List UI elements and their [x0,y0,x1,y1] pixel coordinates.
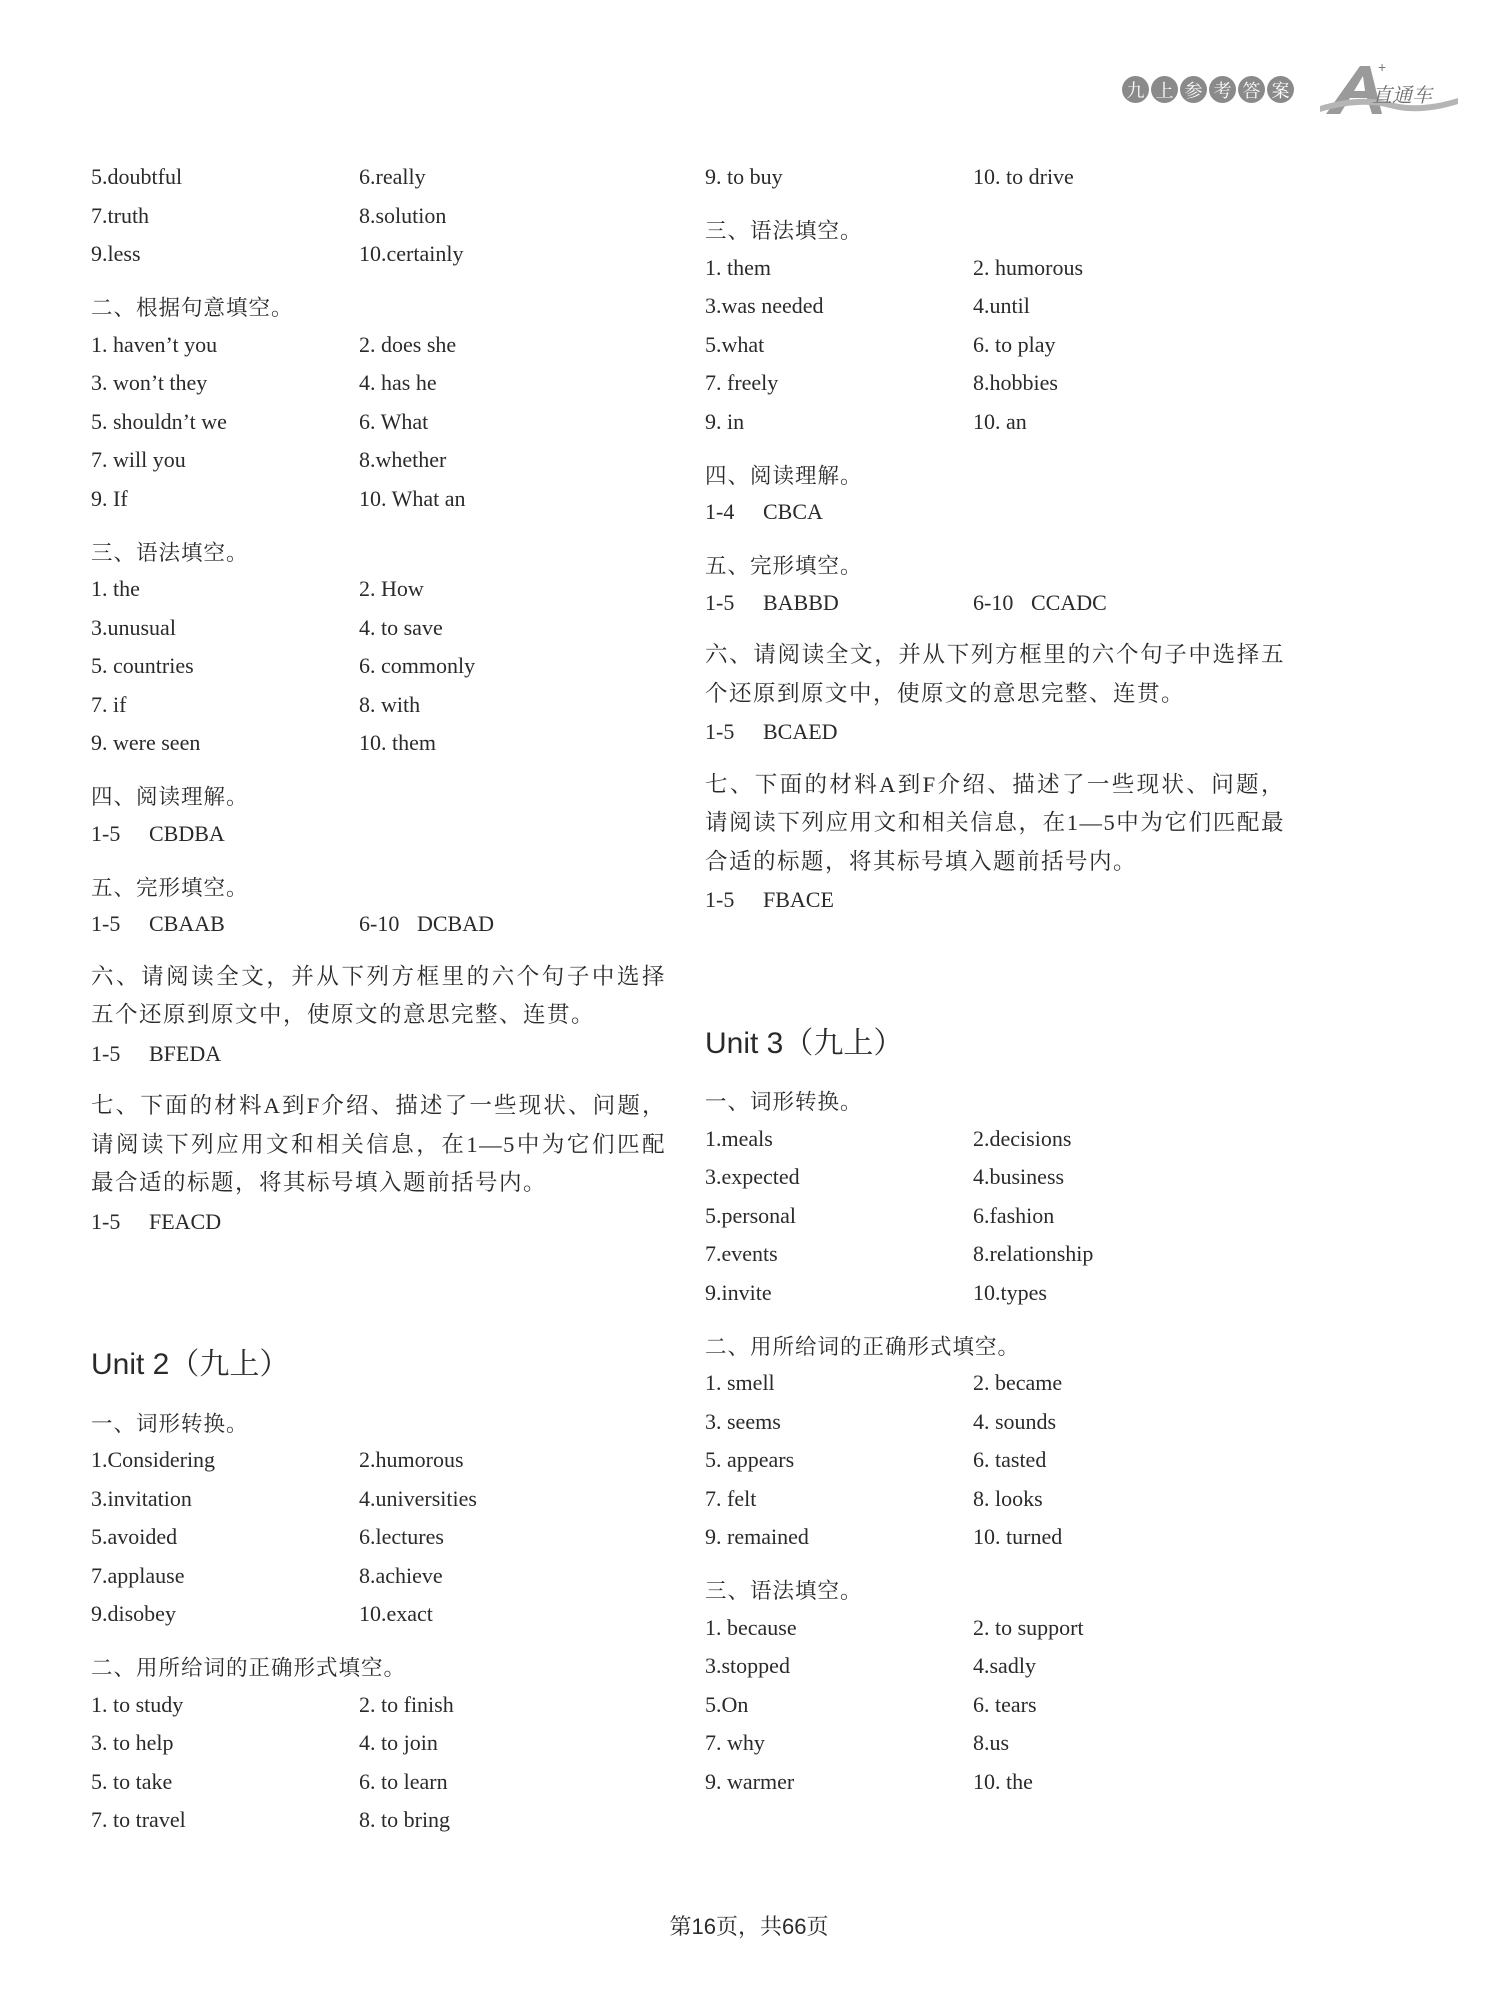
section-title: 二、根据句意填空。 [91,296,294,320]
answer-row [705,364,1285,403]
answer-item: 9. If [91,485,128,511]
answer-item: 1. the [91,576,140,602]
answer-item: 8. with [359,691,421,717]
answer-item: 10.types [973,1279,1047,1305]
answer-item: 7. to travel [91,1807,186,1833]
header-title [1122,76,1296,103]
answer-item: 1. haven’t you [91,331,218,357]
answer-item: 6. tears [973,1691,1037,1717]
answer-item: 5.On [705,1691,749,1717]
answer-item: 1. smell [705,1370,775,1396]
answer-item: 6.really [359,164,426,190]
section-title: 一、词形转换。 [91,1411,249,1436]
section-title: 七、下面的材料A到F介绍、描述了一些现状、问题，请阅读下列应用文和相关信息，在1—5中为它们匹配最合适的标题，将其标号填入题前括号内。 [705,771,1285,874]
answer-key-row [91,1035,666,1074]
answer-row [91,1518,666,1557]
right-column [705,158,1285,1801]
answer-item: 3.invitation [91,1485,192,1511]
answer-item: 5. to take [91,1768,173,1794]
answer-group: 1-5 BABBD [705,589,839,615]
answer-row [91,724,666,763]
answer-item: 4.business [973,1164,1065,1190]
section-title: 七、下面的材料A到F介绍、描述了一些现状、问题，请阅读下列应用文和相关信息，在1—5中为它们匹配最合适的标题，将其标号填入题前括号内。 [91,1093,666,1195]
answer-item: 10. them [359,730,436,756]
answer-group: 1-5 BFEDA [91,1040,222,1066]
header-char: 九 [1122,76,1149,103]
answer-group: 1-4 CBCA [705,499,823,525]
answer-item: 3.stopped [705,1653,790,1679]
answer-row [705,1724,1285,1763]
answer-key-row [705,881,1285,920]
answer-row [705,287,1285,326]
answer-item: 8.us [973,1730,1010,1756]
answer-item: 9. to buy [705,164,783,190]
answer-item: 8. looks [973,1485,1043,1511]
section-title: 三、语法填空。 [91,540,249,565]
answer-item: 1. them [705,254,771,280]
header-char: 参 [1180,76,1207,103]
answer-item: 5.personal [705,1202,797,1228]
page-number: 第16页，共66页 [669,1914,829,1939]
answer-item: 6. to learn [359,1768,448,1794]
answer-item: 9. were seen [91,730,201,756]
header-char: 上 [1151,76,1178,103]
answer-item: 7. if [91,691,127,717]
answer-group: 1-5 FEACD [91,1208,222,1234]
answer-key-row [91,1203,666,1242]
answer-row [705,1197,1285,1236]
answer-item: 7. freely [705,370,779,396]
header-char: 考 [1209,76,1236,103]
answer-item: 7.truth [91,202,150,228]
answer-row [91,1763,666,1802]
answer-row [91,235,666,274]
answer-item: 2. to finish [359,1691,454,1717]
answer-item: 2. to support [973,1614,1084,1640]
answer-row [91,158,666,197]
header-char: 案 [1267,76,1294,103]
answer-key-row [705,584,1285,623]
section-title: 五、完形填空。 [705,554,863,578]
answer-row [91,1686,666,1725]
answer-item: 5.what [705,331,765,357]
answer-row [91,1557,666,1596]
answer-row [705,1480,1285,1519]
answer-item: 7.events [705,1241,778,1267]
svg-text:+: + [1378,59,1387,75]
answer-item: 9.invite [705,1279,772,1305]
answer-item: 2.humorous [359,1447,464,1473]
answer-item: 6. tasted [973,1447,1047,1473]
answer-row [91,1441,666,1480]
answer-item: 5.avoided [91,1524,178,1550]
answer-row [705,1120,1285,1159]
answer-item: 2. does she [359,331,457,357]
answer-item: 8.whether [359,447,447,473]
answer-item: 8. to bring [359,1807,451,1833]
answer-row [705,1274,1285,1313]
page-header [1122,59,1462,126]
answer-group: 6-10 DCBAD [359,911,495,937]
answer-row [705,1158,1285,1197]
answer-item: 6. What [359,408,429,434]
svg-text:直通车: 直通车 [1372,83,1432,107]
answer-row [91,647,666,686]
answer-group: 1-5 FBACE [705,887,834,913]
answer-item: 10. What an [359,485,466,511]
answer-row [91,326,666,365]
section-title: 二、用所给词的正确形式填空。 [705,1334,1021,1359]
answer-row [705,1235,1285,1274]
answer-row [705,1763,1285,1802]
answer-item: 4.sadly [973,1653,1036,1679]
answer-row [91,570,666,609]
header-char: 答 [1238,76,1265,103]
answer-row [91,441,666,480]
answer-row [91,197,666,236]
answer-item: 2.decisions [973,1125,1072,1151]
answer-row [91,1595,666,1634]
answer-row [705,1403,1285,1442]
answer-row [705,326,1285,365]
answer-group: 1-5 BCAED [705,719,838,745]
answer-item: 6.lectures [359,1524,444,1550]
left-column [91,158,666,1840]
section-title: 三、语法填空。 [705,219,863,243]
answer-row [91,1724,666,1763]
answer-item: 3. to help [91,1730,174,1756]
answer-item: 7. will you [91,447,186,473]
answer-group: 1-5 CBAAB [91,911,225,937]
answer-row [705,1441,1285,1480]
answer-item: 4. to save [359,614,443,640]
answer-row [91,1801,666,1840]
answer-item: 1. to study [91,1691,184,1717]
section-title: 六、请阅读全文，并从下列方框里的六个句子中选择五个还原到原文中，使原文的意思完整、连贯。 [91,963,666,1027]
section-title: 六、请阅读全文，并从下列方框里的六个句子中选择五个还原到原文中，使原文的意思完整、连贯。 [705,642,1285,706]
answer-item: 3. won’t they [91,370,208,396]
answer-row [705,1518,1285,1557]
answer-item: 8.achieve [359,1562,443,1588]
answer-group: 6-10 CCADC [973,589,1107,615]
answer-item: 10. an [973,408,1027,434]
answer-row [91,609,666,648]
answer-item: 5. appears [705,1447,795,1473]
answer-item: 9.disobey [91,1601,176,1627]
answer-item: 2. humorous [973,254,1083,280]
answer-item: 1. because [705,1614,797,1640]
answer-item: 3.was needed [705,293,824,319]
answer-item: 2. became [973,1370,1063,1396]
answer-item: 3.unusual [91,614,176,640]
answer-key-row [91,905,666,944]
section-title: 三、语法填空。 [705,1579,863,1603]
answer-item: 7. felt [705,1485,757,1511]
answer-item: 1.meals [705,1125,773,1151]
answer-item: 6. commonly [359,653,476,679]
answer-item: 9. remained [705,1524,809,1550]
section-title: 五、完形填空。 [91,875,249,900]
answer-row [705,1647,1285,1686]
answer-row [91,1480,666,1519]
answer-item: 10. the [973,1768,1033,1794]
section-title: 四、阅读理解。 [705,463,863,488]
answer-item: 3.expected [705,1164,800,1190]
answer-item: 3. seems [705,1408,781,1434]
answer-item: 7.applause [91,1562,185,1588]
answer-item: 4. sounds [973,1408,1057,1434]
answer-key-row [91,815,666,854]
answer-item: 4.until [973,293,1030,319]
unit-heading: Unit 2（九上） [91,1348,290,1381]
answer-key-row [705,713,1285,752]
answer-group: 1-5 CBDBA [91,820,225,846]
answer-row [705,158,1285,197]
answer-row [705,403,1285,442]
brand-logo-icon [1320,58,1460,120]
answer-item: 1.Considering [91,1447,216,1473]
answer-item: 4.universities [359,1485,477,1511]
answer-row [705,1686,1285,1725]
answer-item: 6. to play [973,331,1056,357]
answer-item: 8.hobbies [973,370,1058,396]
answer-row [91,403,666,442]
answer-item: 9. warmer [705,1768,795,1794]
answer-row [91,364,666,403]
answer-row [91,686,666,725]
answer-item: 4. to join [359,1730,438,1756]
answer-item: 2. How [359,576,424,602]
answer-item: 10.certainly [359,241,464,267]
answer-item: 10. to drive [973,164,1074,190]
answer-row [91,480,666,519]
answer-item: 9.less [91,241,141,267]
answer-row [705,249,1285,288]
unit-heading: Unit 3（九上） [705,1026,904,1060]
answer-item: 6.fashion [973,1202,1055,1228]
answer-item: 5.doubtful [91,164,183,190]
answer-row [705,1364,1285,1403]
answer-item: 5. shouldn’t we [91,408,227,434]
section-title: 四、阅读理解。 [91,785,249,809]
section-title: 一、词形转换。 [705,1090,863,1114]
answer-row [705,1609,1285,1648]
answer-item: 4. has he [359,370,437,396]
answer-item: 10. turned [973,1524,1063,1550]
answer-item: 7. why [705,1730,765,1756]
answer-item: 9. in [705,408,745,434]
answer-key-row [705,493,1285,532]
answer-item: 10.exact [359,1601,433,1627]
answer-item: 8.relationship [973,1241,1094,1267]
answer-item: 8.solution [359,202,447,228]
section-title: 二、用所给词的正确形式填空。 [91,1656,407,1680]
answer-item: 5. countries [91,653,194,679]
